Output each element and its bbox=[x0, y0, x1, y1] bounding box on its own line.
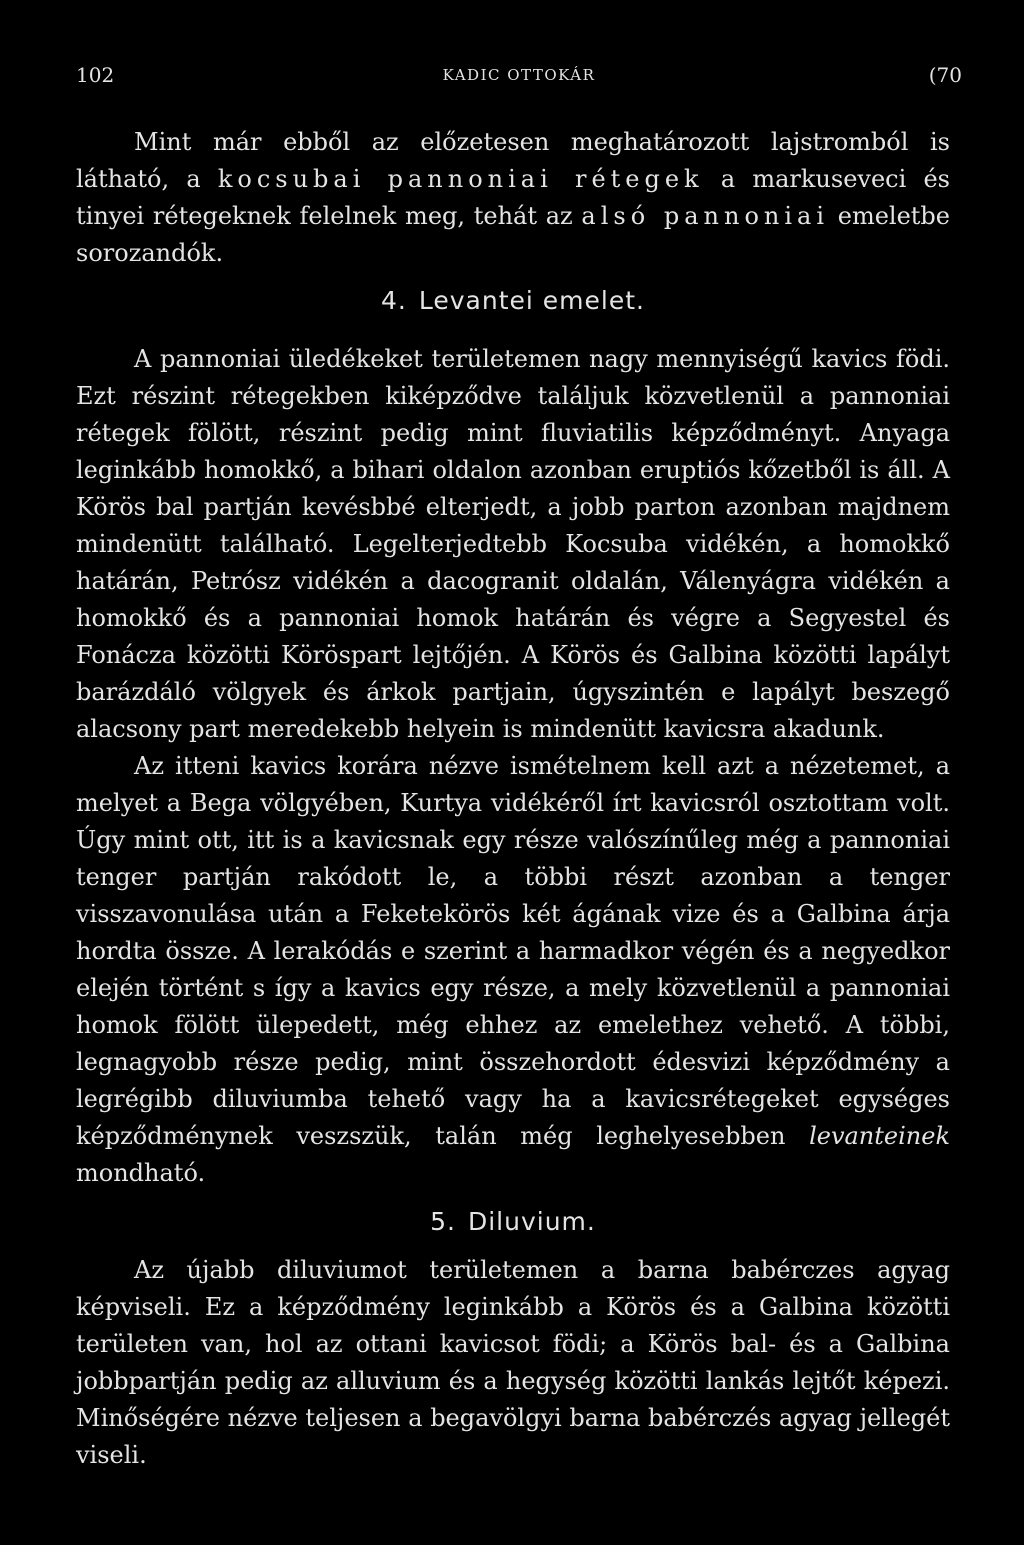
section5-body bbox=[76, 1252, 950, 1474]
intro-paragraph bbox=[76, 124, 950, 272]
running-head-author: KADIC OTTOKÁR bbox=[442, 66, 596, 84]
section-number: 5. bbox=[430, 1207, 456, 1236]
running-head bbox=[76, 60, 962, 90]
section4-paragraph-2 bbox=[76, 748, 950, 1192]
section-heading-levantei bbox=[76, 283, 950, 319]
section-number: 4. bbox=[381, 286, 407, 315]
intro-text-2: a markuseveci és tinyei rétegeknek felelnek meg, tehát az bbox=[76, 165, 950, 230]
italic-term: levanteinek bbox=[809, 1122, 950, 1150]
page-number: 102 bbox=[76, 63, 115, 87]
intro-text-1: Mint már ebből az előzetesen meghatározott lajstromból is látható, a bbox=[76, 128, 950, 193]
intro-spaced-term-2: alsó pannoniai bbox=[581, 202, 830, 230]
intro-text-3: emeletbe sorozandók. bbox=[76, 202, 950, 267]
section5-paragraph-1: Az újabb diluviumot területemen a barna babérczes agyag képviseli. Ez a képződmény leginkább a Körös és a Galbina közötti területen van, hol az ottani kavicsot födi; a Körös bal- és a Galbina jobbpartján pedig az alluvium és a hegység közötti lankás lejtőt képezi. Minőségére nézve teljesen a begavölgyi barna babérczés agyag jellegét viseli. bbox=[76, 1256, 950, 1469]
section-heading-diluvium bbox=[76, 1204, 950, 1240]
section-title: Diluvium. bbox=[467, 1207, 596, 1236]
section4-body bbox=[76, 341, 950, 1192]
sheet-mark: (70 bbox=[928, 63, 962, 87]
intro-paragraph-block bbox=[76, 124, 950, 272]
intro-spaced-term-1: kocsubai pannoniai rétegek bbox=[217, 165, 704, 193]
section-title: Levantei emelet. bbox=[418, 286, 645, 315]
section4-paragraph-2-end: mondható. bbox=[76, 1159, 206, 1187]
section4-paragraph-2-text: Az itteni kavics korára nézve ismételnem kell azt a nézetemet, a melyet a Bega völgyében, Kurtya vidékéről írt kavicsról osztottam volt. Úgy mint ott, itt is a kavicsnak egy része valószínűleg még a pannoniai tenger partján rakódott le, a többi részt azonban a tenger visszavonulása után a Feketekörös két ágának vize és a Galbina árja hordta össze. A lerakódás e szerint a harmadkor végén és a negyedkor elején történt s így a kavics egy része, a mely közvetlenül a pannoniai homok fölött ülepedett, még ehhez az emelethez vehető. A többi, legnagyobb része pedig, mint összehordott édesvizi képződmény a legrégibb diluviumba tehető vagy ha a kavicsrétegeket egységes képződménynek veszszük, talán még leghelyesebben bbox=[76, 752, 950, 1150]
section4-paragraph-1: A pannoniai üledékeket területemen nagy mennyiségű kavics födi. Ezt részint rétegekben kiképződve találjuk közvetlenül a pannoniai rétegek fölött, részint pedig mint fluviatilis képződményt. Anyaga leginkább homokkő, a bihari oldalon azonban eruptiós kőzetből is áll. A Körös bal partján kevésbbé elterjedt, a jobb parton azonban majdnem mindenütt található. Legelterjedtebb Kocsuba vidékén, a homokkő határán, Petrósz vidékén a dacogranit oldalán, Válenyágra vidékén a homokkő és a pannoniai homok határán és végre a Segyestel és Fonácza közötti Köröspart lejtőjén. A Körös és Galbina közötti lapályt barázdáló völgyek és árkok partjain, úgyszintén e lapályt beszegő alacsony part meredekebb helyein is mindenütt kavicsra akadunk. bbox=[76, 345, 950, 743]
